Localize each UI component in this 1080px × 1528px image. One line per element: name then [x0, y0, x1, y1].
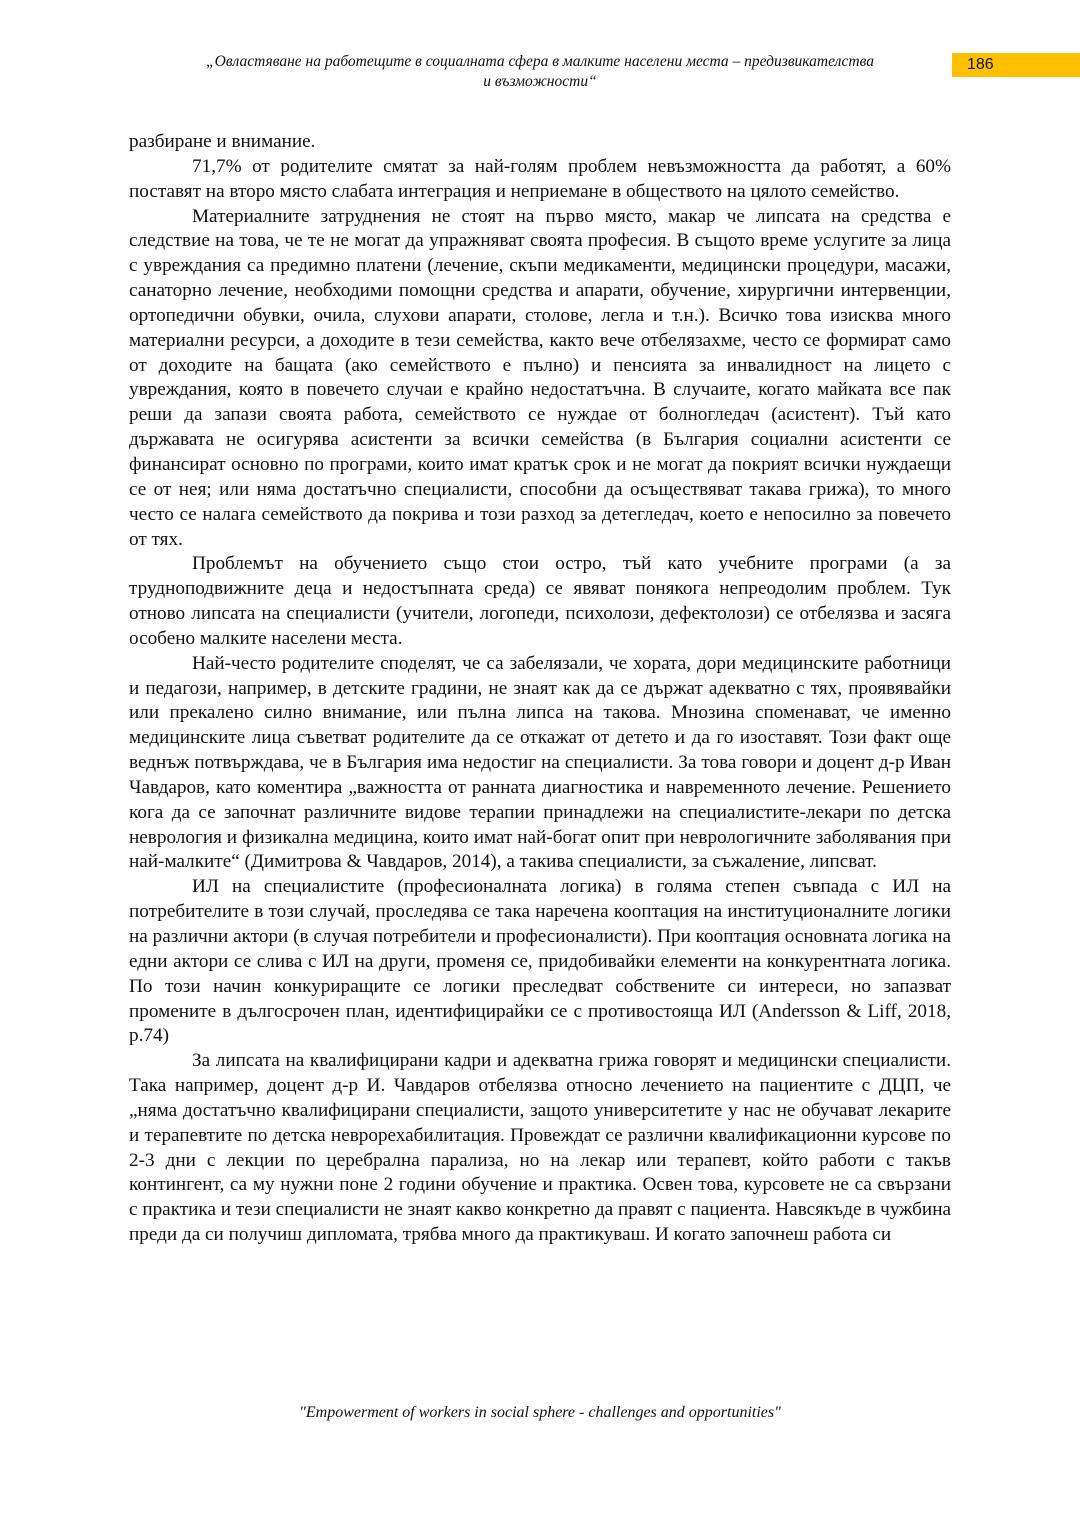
running-header: [130, 52, 950, 92]
paragraph: Най-често родителите споделят, че са забелязали, че хората, дори медицинските работници и педагози, например, в детските градини, не знаят как да се държат адекватно с тях, проявявайки или прекалено силно внимание, или пълна липса на такова. Мнозина споменават, че именно медицинските лица съветват родителите да се откажат от детето и да го изоставят. Този факт още веднъж потвърждава, че в България има недостиг на специалисти. За това говори и доцент д-р Иван Чавдаров, като коментира „важността от ранната диагностика и навременното лечение. Решението кога да се започнат различните видове терапии принадлежи на специалистите-лекари по детска неврология и физикална медицина, които имат най-богат опит при неврологичните заболявания при най-малките“ (Димитрова & Чавдаров, 2014), а такива специалисти, за съжаление, липсват.: [129, 652, 951, 873]
page-number-badge: 186: [952, 53, 1080, 77]
paragraph: Материалните затруднения не стоят на първо място, макар че липсата на средства е следствие на това, че те не могат да упражняват своята професия. В същото време услугите за лица с увреждания са предимно платени (лечение, скъпи медикаменти, медицински процедури, масажи, санаторно лечение, необходими помощни средства и апарати, обучение, хирургични интервенции, ортопедични обувки, очила, слухови апарати, столове, легла и т.н.). Всичко това изисква много материални ресурси, а доходите в тези семейства, както вече отбелязахме, често се формират само от доходите на бащата (ако семейството е пълно) и пенсията за инвалидност на лицето с увреждания, която в повечето случаи е крайно недостатъчна. В случаите, когато майката все пак реши да запази своята работа, семейството се нуждае от болногледач (асистент). Тъй като държавата не осигурява асистенти за всички семейства (в България социални асистенти се финансират основно по програми, които имат кратък срок и не могат да покрият всички нуждаещи се от нея; или няма достатъчно специалисти, способни да осъществяват такава грижа), то много често се налага семейството да покрива и този разход за детегледач, което е непосилно за повечето от тях.: [129, 205, 951, 550]
header-line-1: „Овластяване на работещите в социалната сфера в малките населени места – предизвикателства: [206, 53, 874, 70]
paragraph-continuation: разбиране и внимание.: [129, 131, 316, 152]
body-text: [129, 130, 951, 1248]
paragraph: ИЛ на специалистите (професионалната логика) в голяма степен съвпада с ИЛ на потребителите в този случай, проследява се така наречена кооптация на институционалните логики на различни актори (в случая потребители и професионалисти). При кооптация основната логика на едни актори се слива с ИЛ на други, променя се, придобивайки елементи на конкурентната логика. По този начин конкуриращите се логики преследват собствените си интереси, но запазват промените в дългосрочен план, идентифицирайки се с противостояща ИЛ (Andersson & Liff, 2018, p.74): [129, 876, 951, 1047]
header-line-2: и възможности“: [483, 73, 597, 90]
paragraph: Проблемът на обучението също стои остро, тъй като учебните програми (а за трудноподвижните деца и недостъпната среда) се явяват понякога непреодолим проблем. Тук отново липсата на специалисти (учители, логопеди, психолози, дефектолози) се отбелязва и засяга особено малките населени места.: [129, 553, 951, 649]
paragraph: 71,7% от родителите смятат за най-голям проблем невъзможността да работят, а 60% поставят на второ място слабата интеграция и неприемане в обществото на цялото семейство.: [129, 155, 951, 202]
running-footer: "Empowerment of workers in social sphere - challenges and opportunities": [299, 1404, 781, 1421]
paragraph: За липсата на квалифицирани кадри и адекватна грижа говорят и медицински специалисти. Така например, доцент д-р И. Чавдаров отбелязва относно лечението на пациентите с ДЦП, че „няма достатъчно квалифицирани специалисти, защото университетите у нас не обучават лекарите и терапевтите по детска неврорехабилитация. Провеждат се различни квалификационни курсове по 2-3 дни с лекции по церебрална парализа, но на лекар или терапевт, който работи с такъв контингент, са му нужни поне 2 години обучение и практика. Освен това, курсовете не са свързани с практика и тези специалисти не знаят какво конкретно да правят с пациента. Навсякъде в чужбина преди да си получиш дипломата, трябва много да практикуваш. И когато започнеш работа си: [129, 1050, 951, 1246]
